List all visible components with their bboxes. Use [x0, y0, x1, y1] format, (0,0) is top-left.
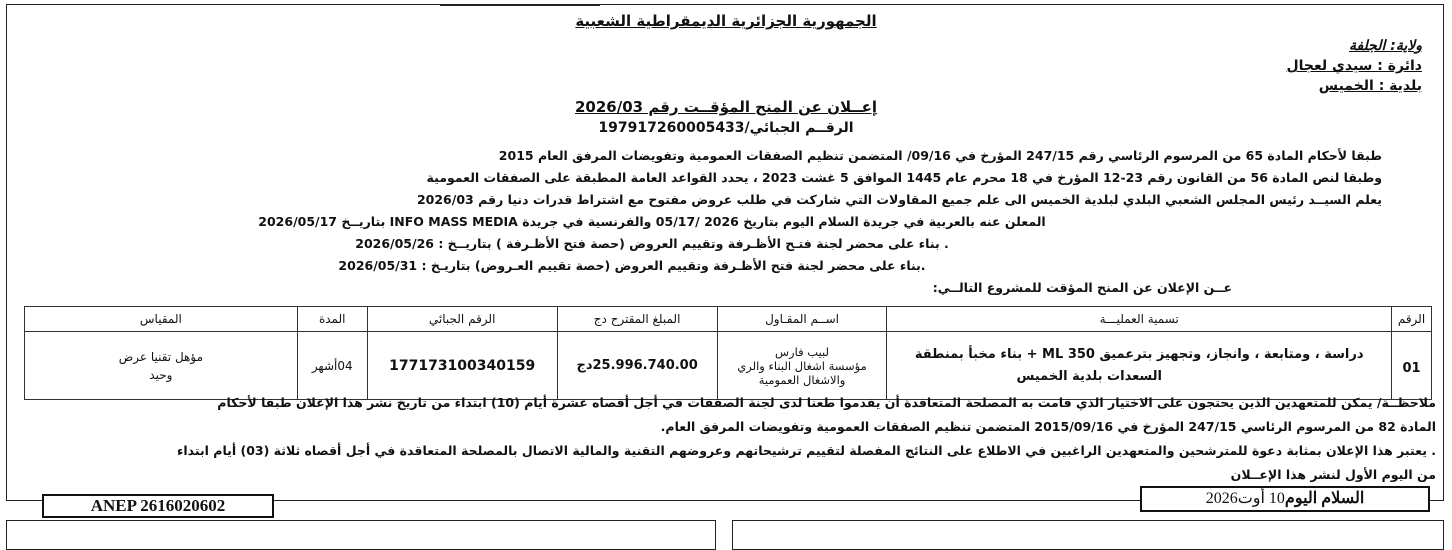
- table-header-row: [25, 307, 1432, 332]
- row-tax-number: 177173100340159: [367, 332, 557, 400]
- col-header-contractor: اســم المقـاول: [717, 307, 887, 332]
- contractor-line: والاشغال العمومية: [758, 372, 846, 387]
- note-line: المادة 82 من المرسوم الرئاسي 247/15 المؤرخ في 2015/09/16 المتضمن تنظيم الصفقات العمومية وتفويضات المرفق العام.: [660, 419, 1436, 434]
- republic-header: [0, 12, 1452, 30]
- issuer-block: [1287, 36, 1423, 96]
- tax-id: الرقــم الجبائي/197917260005433: [598, 120, 854, 136]
- note-line: ملاحظــة/ يمكن للمتعهدين الذين يحتجون على الاختيار الذي قامت به المصلحة المتعاقدة أن يقدموا طعنا لدى لجنة الصفقات في أجل أقصاه عشرة أيام (10) ابتداء من تاريخ نشر هذا الإعلان طبقا لأحكام: [217, 395, 1436, 410]
- note-line: من اليوم الأول لنشر هذا الإعــلان: [1230, 467, 1436, 482]
- col-header-num: الرقم: [1392, 307, 1432, 332]
- contractor-line: مؤسسة اشغال البناء والري: [737, 358, 867, 373]
- row-contractor: [717, 332, 887, 400]
- col-header-operation: تسمية العمليـــة: [887, 307, 1392, 332]
- col-header-duration: المدة: [297, 307, 367, 332]
- publication-box: [1140, 486, 1430, 512]
- table-row: [25, 332, 1432, 400]
- col-header-tax-number: الرقم الجبائي: [367, 307, 557, 332]
- notes-block: [16, 391, 1436, 487]
- operation-line: دراسة ، ومتابعة ، وانجاز، وتجهيز بترعميق 350 ML + بناء مخبأ بمنطقة: [914, 346, 1364, 362]
- republic-title: الجمهورية الجزائرية الديمقراطية الشعبية: [575, 12, 877, 30]
- operation-line: السعدات بلدية الخميس: [1016, 368, 1162, 384]
- row-amount: 25.996.740.00دج: [557, 332, 717, 400]
- body-line: المعلن عنه بالعربية في جريدة السلام اليوم بتاريخ 2026 /05/17 والفرنسية في جريدة INFO MASS MEDIA بتاريــخ 2026/05/17: [258, 214, 1046, 229]
- body-line: عــن الإعلان عن المنح المؤقت للمشروع التالــي:: [932, 280, 1232, 295]
- col-header-criterion: المقياس: [25, 307, 298, 332]
- row-num: 01: [1392, 332, 1432, 400]
- wilaya-label: ولاية: الجلفة: [1348, 38, 1422, 54]
- body-line: طبقا لأحكام المادة 65 من المرسوم الرئاسي رقم 247/15 المؤرخ في 09/16/ المتضمن تنظيم الصفقات العمومية وتفويضات المرفق العام 2015: [498, 148, 1382, 163]
- criterion-line: مؤهل تقنيا عرض: [118, 349, 204, 364]
- anep-reference: ANEP 2616020602: [42, 494, 274, 518]
- row-operation: [887, 332, 1392, 400]
- body-line: . بناء على محضر لجنة فتـح الأظـرفة وتقييم العروض (حصة فتح الأظـرفة ) بتاريــخ : 2026/05/26: [355, 236, 949, 251]
- row-criterion: [25, 332, 298, 400]
- note-line: . يعتبر هذا الإعلان بمثابة دعوة للمترشحين والمتعهدين الراغبين في الاطلاع على النتائج المفصلة لتقييم ترشيحاتهم وعروضهم التقنية والمالية الاتصال بالمصلحة المتعاقدة في أجل أقصاه ثلاثة (03) أيام ابتداء: [176, 443, 1436, 458]
- next-notice-left: [6, 520, 716, 550]
- daira-label: دائرة : سيدي لعجال: [1286, 58, 1422, 74]
- contractor-line: لبيب فارس: [775, 344, 830, 359]
- notice-body: [42, 145, 1382, 299]
- publication-day: 10 أوت: [1237, 490, 1285, 507]
- criterion-line: وحيد: [149, 367, 173, 382]
- commune-label: بلدية : الخميس: [1318, 78, 1422, 94]
- body-line: .بناء على محضر لجنة فتح الأظـرفة وتقييم العروض (حصة تقييم العـروض) بتاريـخ : 2026/05/31: [338, 258, 926, 273]
- notice-title: إعــلان عن المنح المؤقــت رقم 2026/03: [575, 98, 877, 116]
- newspaper-name: السلام اليوم: [1284, 490, 1365, 507]
- next-notice-right: [732, 520, 1444, 550]
- body-line: يعلم السيــد رئيس المجلس الشعبي البلدي لبلدية الخميس الى علم جميع المقاولات التي شاركت في طلب عروض مفتوح مع اشتراط قدرات دنيا رقم 2026/03: [416, 192, 1382, 207]
- publication-year: 2026: [1205, 490, 1238, 507]
- award-table: [24, 306, 1432, 400]
- body-line: وطبقا لنص المادة 56 من القانون رقم 23-12 المؤرخ في 18 محرم عام 1445 الموافق 5 غشت 2023 ، يحدد القواعد العامة المطبقة على الصفقات العمومية: [426, 170, 1382, 185]
- col-header-amount: المبلغ المقترح دج: [557, 307, 717, 332]
- row-duration: 04أشهر: [297, 332, 367, 400]
